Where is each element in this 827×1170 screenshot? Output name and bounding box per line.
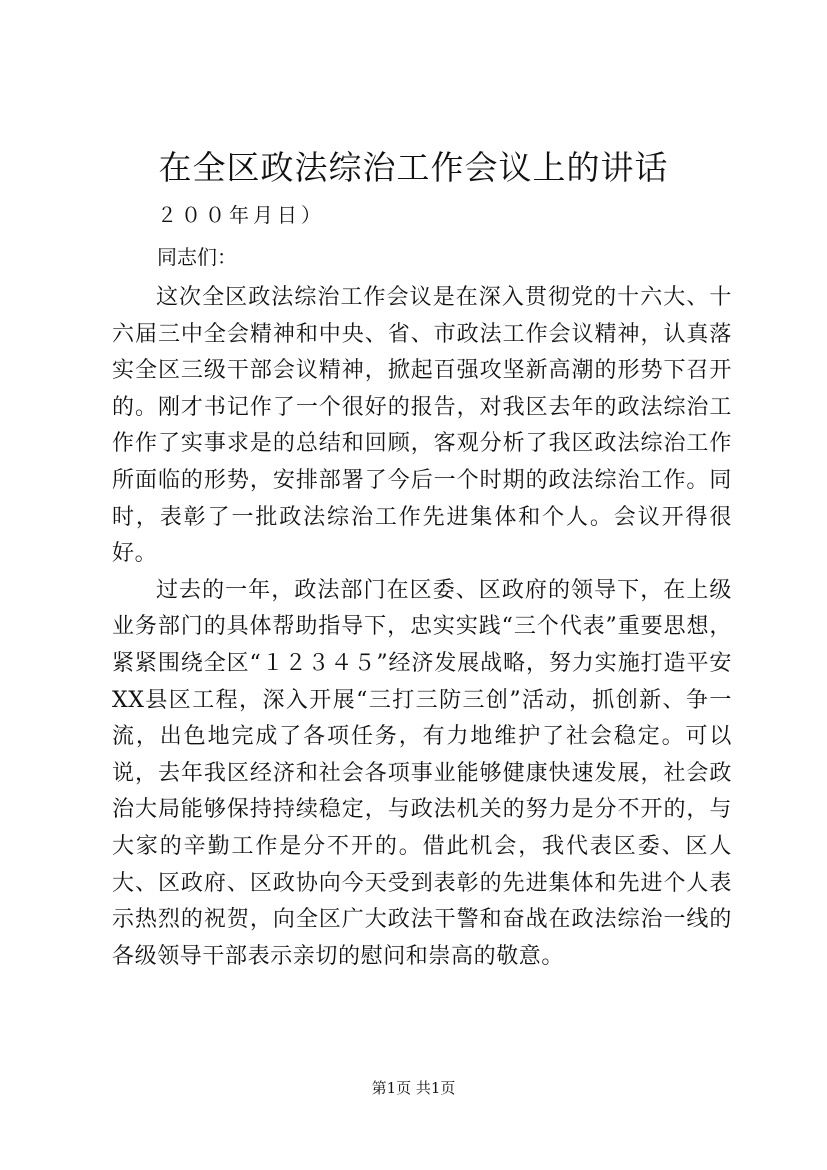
date-line: ２００年月日）	[157, 203, 325, 227]
salutation: 同志们：	[157, 245, 237, 269]
page-footer: 第1页 共1页	[371, 1079, 456, 1097]
document-body	[112, 280, 732, 975]
body-paragraph: 过去的一年，政法部门在区委、区政府的领导下，在上级业务部门的具体帮助指导下，忠实实践“三个代表”重要思想，紧紧围绕全区“１２３４５”经济发展战略，努力实施打造平安XX县区工程，深入开展“三打三防三创”活动，抓创新、争一流，出色地完成了各项任务，有力地维护了社会稳定。可以说，去年我区经济和社会各项事业能够健康快速发展，社会政治大局能够保持持续稳定，与政法机关的努力是分不开的，与大家的辛勤工作是分不开的。借此机会，我代表区委、区人大、区政府、区政协向今天受到表彰的先进集体和先进个人表示热烈的祝贺，向全区广大政法干警和奋战在政法综治一线的各级领导干部表示亲切的慰问和崇高的敬意。	[112, 577, 732, 969]
document-title: 在全区政法综治工作会议上的讲话	[158, 148, 669, 187]
body-paragraph: 这次全区政法综治工作会议是在深入贯彻党的十六大、十六届三中全会精神和中央、省、市政法工作会议精神，认真落实全区三级干部会议精神，掀起百强攻坚新高潮的形势下召开的。刚才书记作了一个很好的报告，对我区去年的政法综治工作作了实事求是的总结和回顾，客观分析了我区政法综治工作所面临的形势，安排部署了今后一个时期的政法综治工作。同时，表彰了一批政法综治工作先进集体和个人。会议开得很好。	[112, 285, 732, 567]
